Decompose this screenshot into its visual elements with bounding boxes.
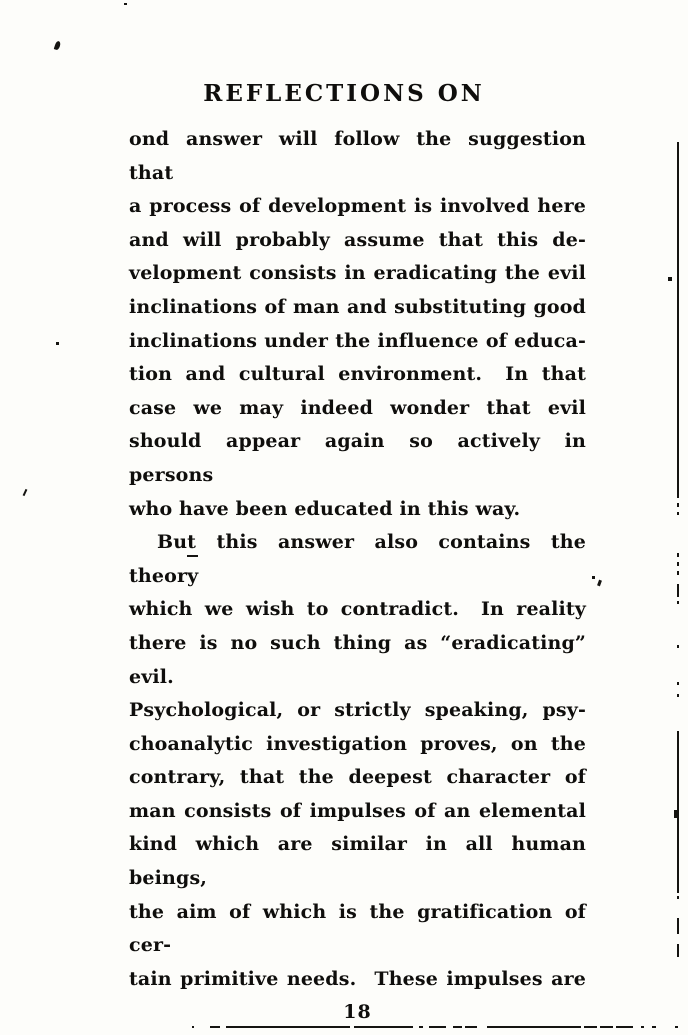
text-line: ond answer will follow the suggestion that (129, 128, 586, 184)
scan-bottom-line (465, 1026, 477, 1028)
body-text-block (129, 123, 586, 1030)
scan-edge-line (677, 562, 679, 566)
text-line: tion and cultural environment. In that (129, 363, 586, 386)
scan-edge-blob (674, 810, 679, 818)
scan-edge-line (677, 142, 679, 498)
scan-speck (597, 580, 602, 587)
text-line: contrary, that the deepest character of (129, 766, 586, 789)
scan-speck (592, 576, 595, 579)
running-header: REFLECTIONS ON (203, 80, 485, 107)
text-line: and will probably assume that this de- (129, 228, 586, 251)
scan-bottom-line (600, 1026, 613, 1028)
text-line: a process of development is involved here (129, 195, 586, 218)
text-line: inclinations of man and substituting good (129, 295, 586, 318)
text-line: velopment consists in eradicating the evil (129, 262, 586, 285)
scan-speck (56, 342, 59, 345)
scan-underline-mark (187, 555, 198, 557)
scan-bottom-line (400, 1026, 413, 1028)
text-line: kind which are similar in all human beings, (129, 833, 586, 890)
scan-bottom-line (192, 1026, 194, 1028)
scan-bottom-line (226, 1026, 350, 1028)
scan-speck (668, 277, 672, 281)
text-line: tain primitive needs. These impulses are (129, 967, 586, 990)
text-line: But this answer also contains the theory (129, 531, 586, 587)
scan-bottom-line (487, 1026, 581, 1028)
scan-bottom-line (453, 1026, 462, 1028)
text-line: should appear again so actively in persons (129, 430, 586, 486)
page-number: 18 (343, 1001, 372, 1024)
scan-speck (54, 40, 62, 50)
scan-edge-line (677, 503, 679, 507)
scan-edge-line (677, 601, 679, 604)
scan-edge-line (677, 571, 679, 575)
scan-bottom-line (210, 1026, 220, 1028)
text-line: man consists of impulses of an elemental (129, 799, 586, 822)
scan-edge-line (677, 553, 679, 557)
text-line: the aim of which is the gratification of cer- (129, 900, 586, 957)
scan-edge-line (677, 682, 679, 685)
scan-edge-line (677, 584, 679, 597)
scan-bottom-line (675, 1026, 678, 1028)
text-line: which we wish to contradict. In reality (129, 598, 586, 621)
text-line: case we may indeed wonder that evil (129, 396, 586, 419)
scan-bottom-line (616, 1026, 633, 1028)
scan-speck (124, 3, 127, 5)
scan-bottom-line (652, 1026, 656, 1028)
scan-edge-line (677, 918, 679, 934)
scan-edge-line (677, 694, 679, 697)
scan-bottom-line (641, 1026, 644, 1028)
scan-bottom-line (429, 1026, 446, 1028)
text-line: there is no such thing as “eradicating” evil. (129, 631, 586, 688)
scan-bottom-line (419, 1026, 423, 1028)
scan-edge-line (677, 512, 679, 515)
scan-bottom-line (584, 1026, 597, 1028)
scan-edge-line (677, 944, 679, 957)
text-line: choanalytic investigation proves, on the (129, 732, 586, 755)
scan-speck (23, 489, 28, 496)
text-line: who have been educated in this way. (129, 497, 521, 520)
text-line: inclinations under the influence of educa- (129, 329, 586, 352)
scan-edge-line (677, 645, 679, 648)
scan-edge-line (677, 896, 679, 899)
text-line: Psychological, or strictly speaking, psy- (129, 699, 586, 722)
